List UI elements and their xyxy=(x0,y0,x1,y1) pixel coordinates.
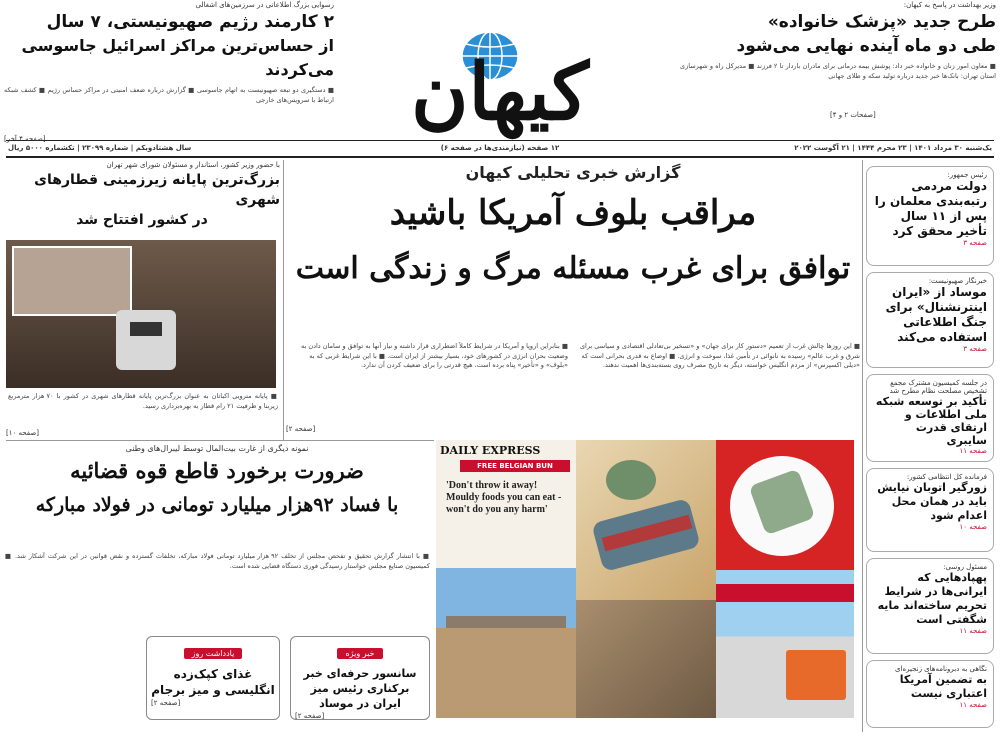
story-text: ■ معاون امور زنان و خانواده خبر داد: پوشش بیمه درمانی برای مادران باردار تا ۲ فرزند ■ مدیرکل راه و شهرسازی استان تهران: بانک‌ها خبر جدید درباره تولید سکه و طلای جهانی xyxy=(680,62,996,80)
sidebar-headline: موساد از «ایران اینترنشنال» برای جنگ اطلاعاتی استفاده می‌کند xyxy=(885,285,987,344)
sidebar-kicker: رئیس جمهور: xyxy=(947,171,987,179)
metro-story xyxy=(4,160,280,440)
note-tag: خبر ویژه xyxy=(337,648,382,659)
note-ref: [صفحه ۲] xyxy=(151,699,181,707)
story-text: ■ پایانه مترویی اکباتان به عنوان بزرگ‌ترین پایانه قطارهای شهری در کشور با ۷۰ هزار مترمربع زیربنا و ظرفیت ۲۱ رام قطار به بهره‌برداری رسید. xyxy=(8,392,278,410)
note-ref: [صفحه ۲] xyxy=(295,712,325,720)
newspaper-name: DAILY EXPRESS xyxy=(440,444,541,457)
main-headline-1: مراقب بلوف آمریکا باشید xyxy=(389,193,757,233)
main-photo-collage xyxy=(436,440,854,718)
sidebar-ref: صفحه ۱۰ xyxy=(959,523,987,531)
story-ref: [صفحات ۲ و ۴] xyxy=(830,111,876,119)
story-ref: [صفحه ۱۰] xyxy=(6,429,39,437)
metro-photo xyxy=(6,240,276,388)
main-text-col1: ■ این روزها چالش غرب از تعمیم «دستور کار برای جهان» و «تسخیر بی‌تعادلی اقتصادی و سیاسی برای شرق و غرب عالم» رسیده به نانوائی در تأمین غذا، سوخت و انرژی. ■ اوضاع به قدری بحرانی است که «دیلی اکسپرس» از مردم انگلیس خواسته، دیگر به تاریخ مصرف روی بسته‌بندی‌ها اهمیت ندهند. xyxy=(579,342,860,369)
sidebar-ref: صفحه ۱۱ xyxy=(959,701,987,709)
sidebar-ref: صفحه ۱۱ xyxy=(959,447,987,455)
top-left-story xyxy=(4,0,334,143)
story-headline: ۲ کارمند رژیم صهیونیستی، ۷ سال xyxy=(46,12,334,32)
sidebar-headline: زورگیر اتوبان نیایش باید در همان محل اعدام شود xyxy=(877,481,987,522)
pages-line: ۱۲ صفحه (نیازمندی‌ها در صفحه ۶) xyxy=(440,144,560,152)
story-headline: از حساس‌ترین مراکز اسرائیل جاسوسی می‌کردند xyxy=(21,36,334,79)
sidebar-ref: صفحه ۱۱ xyxy=(959,627,987,635)
main-ref: [صفحه ۲] xyxy=(286,425,316,433)
sidebar-item xyxy=(866,166,994,266)
sidebar-kicker: مسئول روسی: xyxy=(943,563,987,571)
main-headline-2: توافق برای غرب مسئله مرگ و زندگی است xyxy=(295,251,851,286)
sidebar-headline: پهپادهایی که ایرانی‌ها در شرایط تحریم ساخته‌اند مایه شگفتی است xyxy=(877,571,987,626)
note-tag: یادداشت روز xyxy=(184,648,243,659)
sidebar-kicker: خبرنگار صهیونیست: xyxy=(928,277,987,285)
story-headline: ضرورت برخورد قاطع قوه قضائیه xyxy=(70,458,364,483)
top-right-story xyxy=(680,0,996,138)
main-kicker: گزارش خبری تحلیلی کیهان xyxy=(465,163,681,182)
story-headline: طرح جدید «پزشک خانواده» xyxy=(767,12,996,32)
sidebar-kicker: در جلسه کمیسیون مشترک مجمع تشخیص مصلحت نظام مطرح شد xyxy=(889,379,987,395)
sidebar-kicker: فرمانده کل انتظامی کشور: xyxy=(906,473,987,481)
sidebar-headline: دولت مردمی رتبه‌بندی معلمان را پس از ۱۱ سال تأخیر محقق کرد xyxy=(874,179,987,238)
masthead xyxy=(340,4,660,144)
sidebar-item xyxy=(866,558,994,654)
mouldy-sandwich-photo xyxy=(576,440,716,600)
newspaper-banner: FREE BELGIAN BUN xyxy=(460,460,570,472)
drought-photo xyxy=(436,568,576,718)
story-kicker: وزیر بهداشت در پاسخ به کیهان: xyxy=(903,1,996,9)
main-text-col2: ■ بنابراین اروپا و آمریکا در شرایط کاملاً اضطراری قرار داشته و نیاز آنها به توافق و سامان دادن به وضعیت بحران انرژی در کشورهای خود، بسیار بیشتر از ایران است. ■ با این شرایط غربی که به «بلوف» و «تأخیر» پناه برده است، هیچ قدرتی را برای ضعیف کردن آن ندارد. xyxy=(300,342,568,369)
newspaper-clipping xyxy=(436,440,576,568)
issue-line: سال هشتادوبکم | شماره ۲۳۰۹۹ | تکشماره ۵۰۰۰ ریال xyxy=(8,144,192,152)
story-text: ■ دستگیری دو تبعه صهیونیست به اتهام جاسوسی ■ گزارش درباره ضعف امنیتی در مراکز حساس رژیم ■ کشف شبکه ارتباط با سرویس‌های خارجی xyxy=(4,86,334,104)
story-headline: در کشور افتتاح شد xyxy=(76,212,208,228)
note-headline: غذای کپک‌زده انگلیسی و میز برجام xyxy=(151,667,275,697)
note-box-special xyxy=(290,636,430,720)
sidebar-headline: تأکید بر توسعه شبکه ملی اطلاعات و ارتقای قدرت سایبری xyxy=(875,395,987,447)
newspaper-quote: 'Don't throw it away! Mouldy foods you can eat - won't do you any harm' xyxy=(446,480,562,515)
sidebar-ref: صفحه ۳ xyxy=(963,345,987,353)
story-text: ■ با انتشار گزارش تحقیق و تفحص مجلس از تخلف ۹۲ هزار میلیارد تومانی فولاد مبارکه، تخلفات گسترده و نقض قوانین در این شرکت آشکار شد. ■ کمیسیون صنایع مجلس خواستار رسیدگی فوری دستگاه قضایی شده است. xyxy=(4,552,430,570)
story-headline: با فساد ۹۲هزار میلیارد تومانی در فولاد مبارکه xyxy=(35,494,399,516)
story-kicker: با حضور وزیر کشور، استاندار و مسئولان شورای شهر تهران xyxy=(106,161,280,169)
story-kicker: رسوایی بزرگ اطلاعاتی در سرزمین‌های اشغالی xyxy=(195,1,334,9)
masthead-logo: کیهان xyxy=(411,47,589,138)
note-headline: سانسور حرفه‌ای خبر برکناری رئیس میز ایران در موساد xyxy=(303,667,417,710)
plate-photo xyxy=(716,440,854,570)
story-kicker: نمونه دیگری از غارت بیت‌المال توسط لیبرال‌های وطنی xyxy=(125,444,309,453)
sidebar-item xyxy=(866,468,994,552)
sidebar-kicker: نگاهی به دبرونامه‌های زنجیره‌ای xyxy=(895,665,987,673)
sidebar-item xyxy=(866,272,994,368)
gas-station-photo xyxy=(716,570,854,718)
main-story xyxy=(286,160,860,440)
story-ref: [صفحه ۴ آخر] xyxy=(4,135,46,143)
story-headline: طی دو ماه آینده نهایی می‌شود xyxy=(736,36,996,56)
story-headline: بزرگ‌ترین پایانه زیرزمینی قطارهای شهری xyxy=(34,172,280,208)
sidebar-ref: صفحه ۳ xyxy=(963,239,987,247)
sidebar-item xyxy=(866,374,994,462)
sidebar-item xyxy=(866,660,994,728)
note-box-day xyxy=(146,636,280,720)
sidebar-headline: به تضمین آمریکا اعتباری نیست xyxy=(899,673,987,700)
date-line: یک‌شنبه ۳۰ مرداد ۱۴۰۱ | ۲۳ محرم ۱۴۴۴ | ۲۱ آگوست ۲۰۲۲ xyxy=(794,144,992,152)
